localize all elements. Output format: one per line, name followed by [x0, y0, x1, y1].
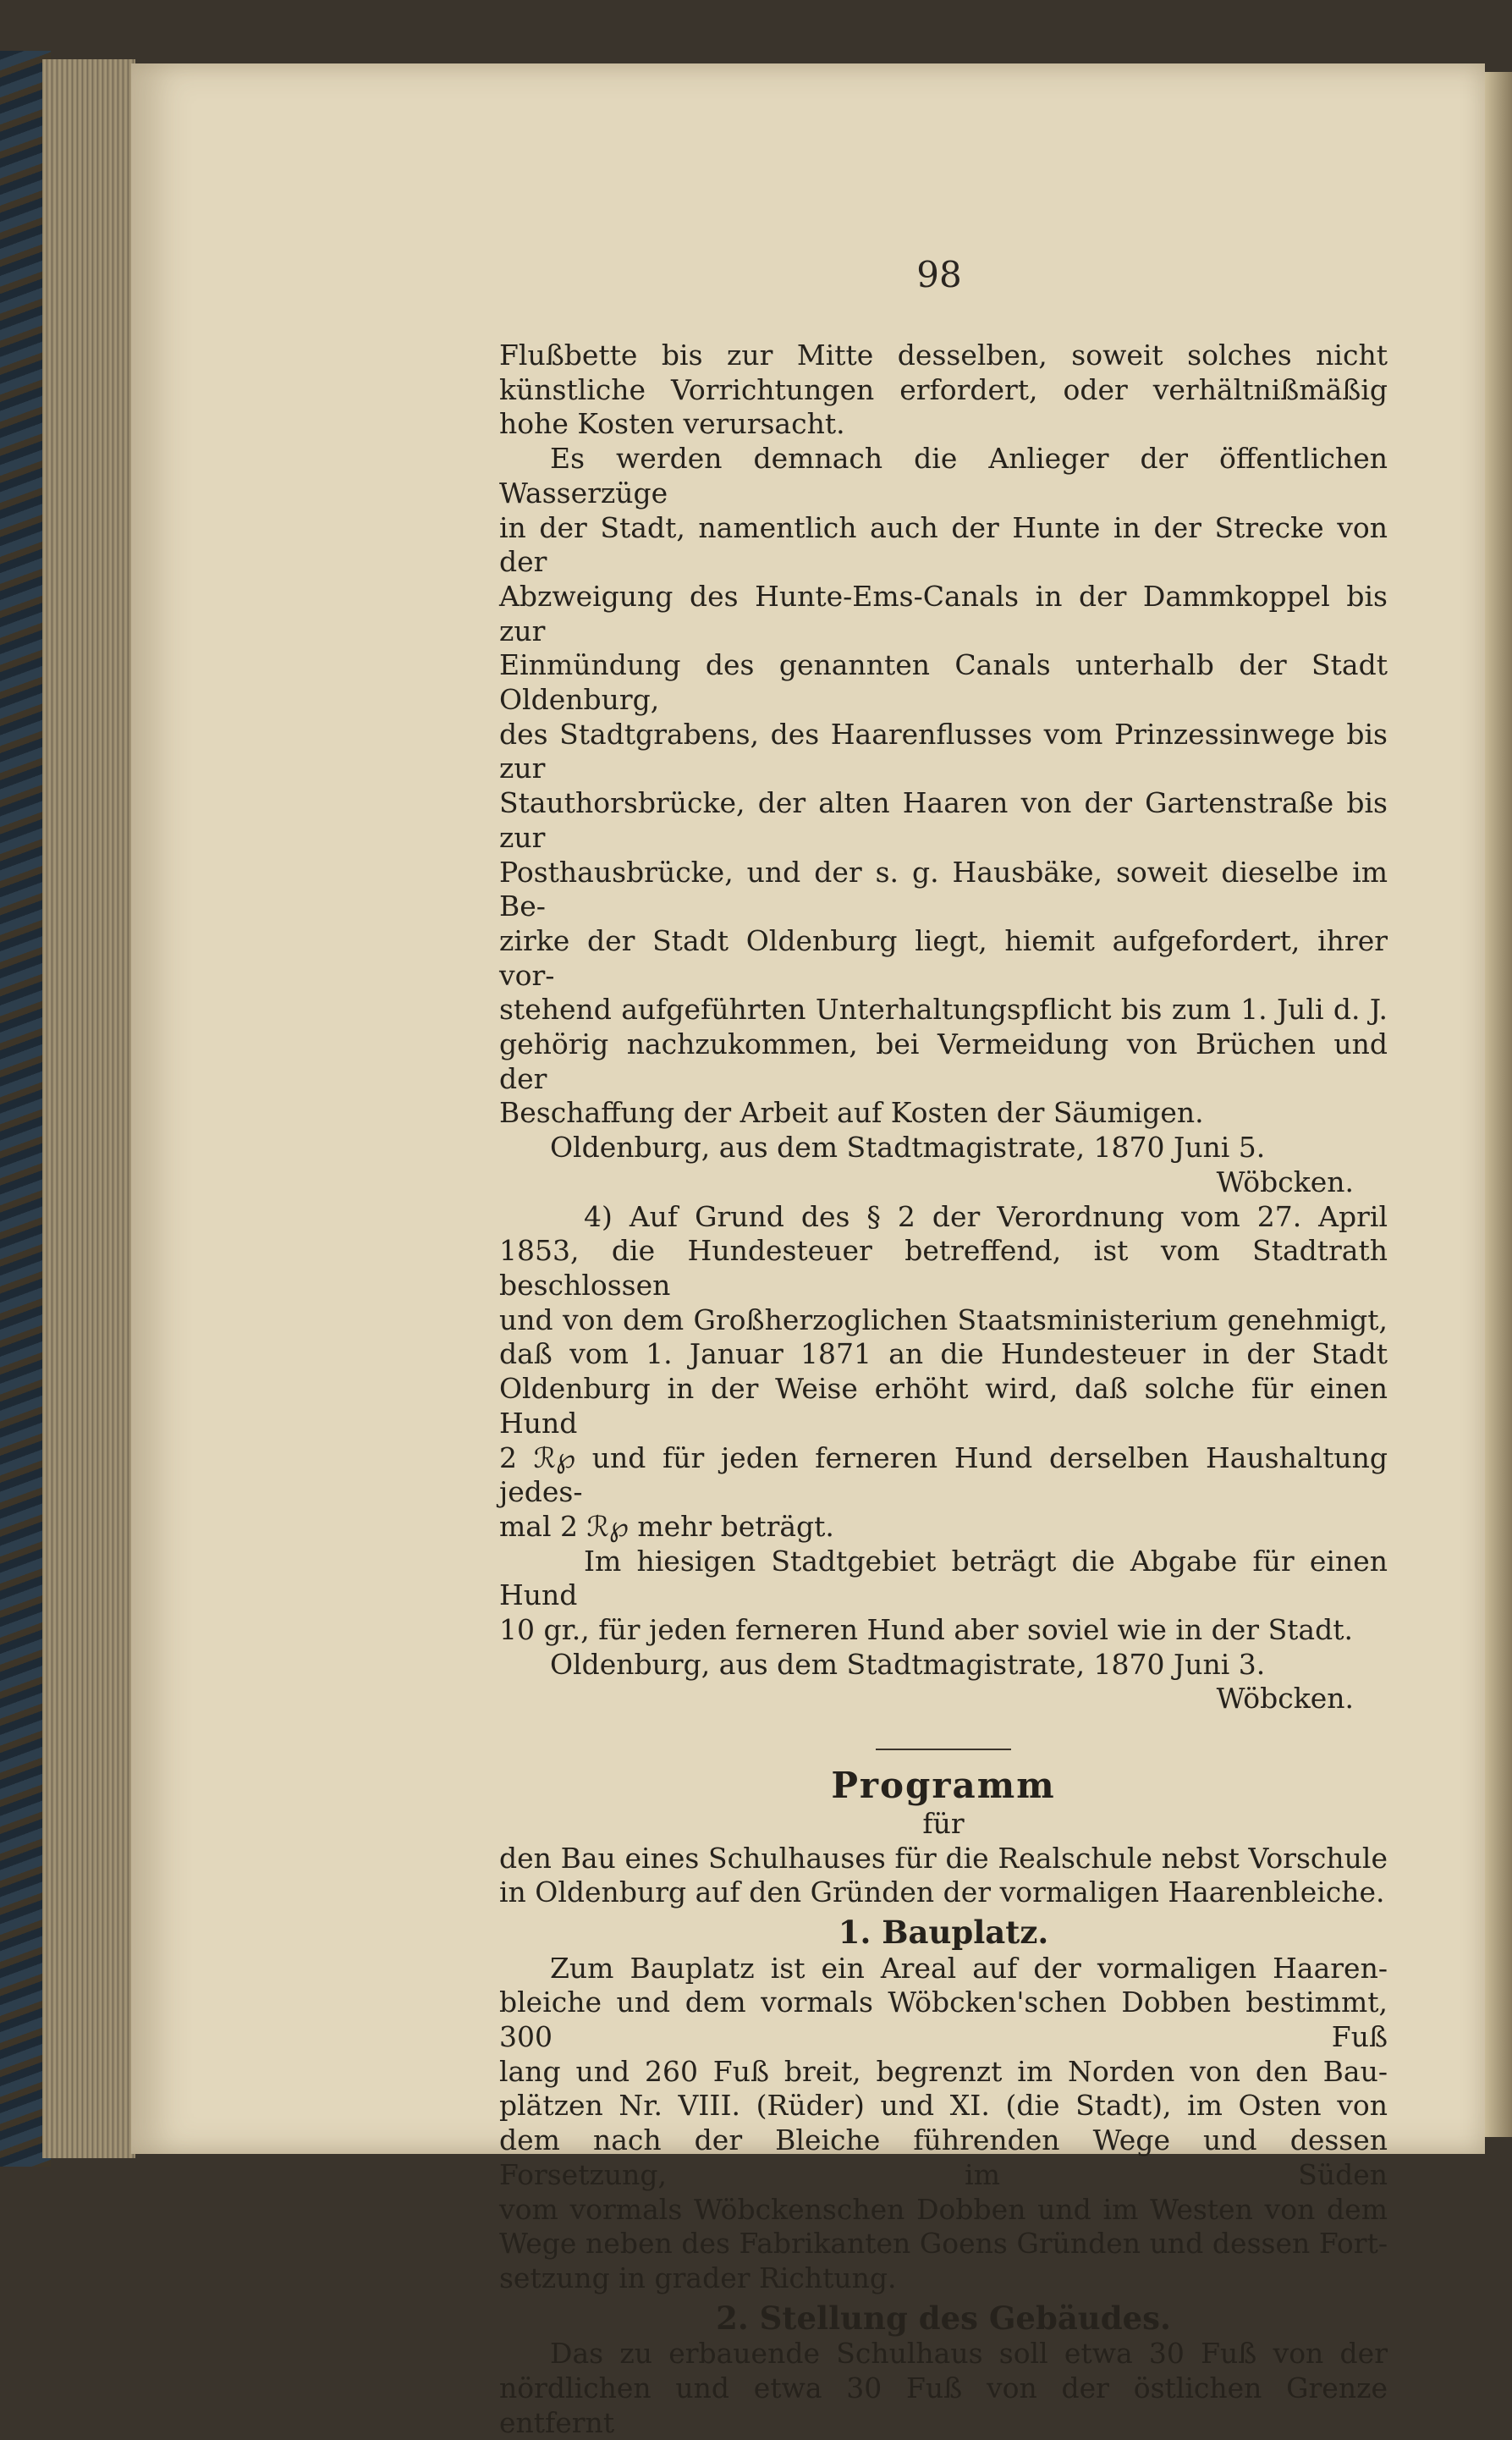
section-2-title: 2. Stellung des Gebäudes.	[716, 2299, 1171, 2337]
section-1-title: 1. Bauplatz.	[838, 1913, 1049, 1951]
programm-title: Programm	[831, 1765, 1056, 1807]
text-line: den Bau eines Schulhauses für die Realschule nebst Vorschule	[499, 1841, 1388, 1875]
text-line: Das zu erbauende Schulhaus soll etwa 30 Fuß von der	[550, 2337, 1388, 2371]
programm-fuer: für	[922, 1806, 965, 1840]
text-line: hohe Kosten verursacht.	[499, 407, 845, 441]
page-right-edge	[1485, 72, 1512, 2137]
page-stack-edge	[42, 59, 135, 2158]
text-line: Flußbette bis zur Mitte desselben, soweit solches nicht	[499, 339, 1388, 372]
text-line: Oldenburg, aus dem Stadtmagistrate, 1870 Juni 3.	[550, 1647, 1266, 1681]
section-2-body	[499, 2337, 1388, 2440]
text-line: mal 2 ℛ℘ mehr beträgt.	[499, 1509, 834, 1543]
page-number: 98	[916, 254, 962, 295]
text-line: gehörig nachzukommen, bei Vermeidung von Brüchen und der	[499, 1027, 1388, 1095]
text-line: Wöbcken.	[1216, 1165, 1354, 1198]
section-1-body	[499, 1952, 1388, 2296]
section-divider	[876, 1749, 1011, 1750]
top-block	[499, 339, 1388, 1716]
text-line: 10 gr., für jeden ferneren Hund aber soviel wie in der Stadt.	[499, 1613, 1353, 1647]
text-line: bleiche und dem vormals Wöbcken'schen Dobben bestimmt, 300 Fuß	[499, 1986, 1388, 2054]
text-line: dem nach der Bleiche führenden Wege und dessen Forsetzung, im Süden	[499, 2123, 1388, 2191]
text-line: in Oldenburg auf den Gründen der vormaligen Haarenbleiche.	[499, 1875, 1385, 1909]
text-line: stehend aufgeführten Unterhaltungspflicht bis zum 1. Juli d. J.	[499, 993, 1388, 1027]
page-text	[499, 339, 1388, 2440]
text-line: vom vormals Wöbckenschen Dobben und im Westen von dem	[499, 2192, 1388, 2226]
text-line: Abzweigung des Hunte-Ems-Canals in der Dammkoppel bis zur	[499, 579, 1388, 647]
text-line: Oldenburg in der Weise erhöht wird, daß solche für einen Hund	[499, 1372, 1388, 1440]
text-line: 4) Auf Grund des § 2 der Verordnung vom 27. April	[584, 1199, 1388, 1233]
text-line: Stauthorsbrücke, der alten Haaren von der Gartenstraße bis zur	[499, 786, 1388, 854]
text-line: plätzen Nr. VIII. (Rüder) und XI. (die Stadt), im Osten von	[499, 2089, 1388, 2123]
text-line: Posthausbrücke, und der s. g. Hausbäke, soweit dieselbe im Be-	[499, 855, 1388, 923]
text-line: Wege neben des Fabrikanten Goens Gründen und dessen Fort-	[499, 2227, 1388, 2261]
text-line: zirke der Stadt Oldenburg liegt, hiemit aufgefordert, ihrer vor-	[499, 923, 1388, 992]
text-line: Beschaffung der Arbeit auf Kosten der Säumigen.	[499, 1096, 1204, 1130]
text-line: Zum Bauplatz ist ein Areal auf der vormaligen Haaren-	[550, 1951, 1388, 1985]
text-line: Im hiesigen Stadtgebiet beträgt die Abgabe für einen Hund	[499, 1544, 1388, 1612]
text-line: Es werden demnach die Anlieger der öffentlichen Wasserzüge	[499, 442, 1388, 509]
text-line: nördlichen und etwa 30 Fuß von der östlichen Grenze entfernt	[499, 2371, 1388, 2439]
text-line: lang und 260 Fuß breit, begrenzt im Norden von den Bau-	[499, 2054, 1388, 2088]
text-line: Wöbcken.	[1216, 1682, 1354, 1716]
text-line: und von dem Großherzoglichen Staatsministerium genehmigt,	[499, 1303, 1388, 1336]
text-line: des Stadtgrabens, des Haarenflusses vom Prinzessinwege bis zur	[499, 717, 1388, 785]
text-line: daß vom 1. Januar 1871 an die Hundesteuer in der Stadt	[499, 1337, 1388, 1371]
text-line: 1853, die Hundesteuer betreffend, ist vom Stadtrath beschlossen	[499, 1234, 1388, 1302]
text-line: 2 ℛ℘ und für jeden ferneren Hund derselben Haushaltung jedes-	[499, 1440, 1388, 1509]
text-line: Einmündung des genannten Canals unterhalb der Stadt Oldenburg,	[499, 648, 1388, 717]
text-line: künstliche Vorrichtungen erfordert, oder verhältnißmäßig	[499, 372, 1388, 406]
programm-subtitle	[499, 1842, 1388, 1910]
text-line: setzung in grader Richtung.	[499, 2261, 897, 2294]
text-line: Oldenburg, aus dem Stadtmagistrate, 1870 Juni 5.	[550, 1131, 1266, 1165]
text-line: in der Stadt, namentlich auch der Hunte in der Strecke von der	[499, 510, 1388, 579]
